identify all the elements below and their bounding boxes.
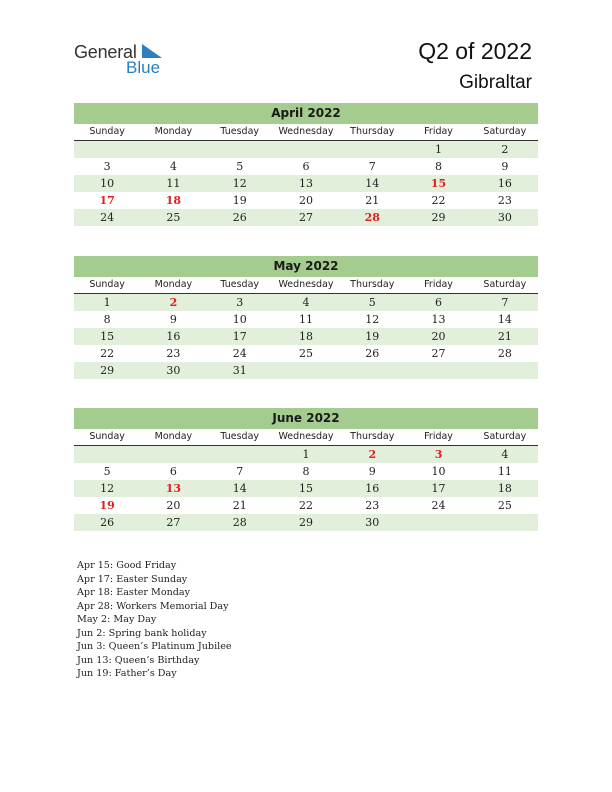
day-cell: 16 — [365, 482, 380, 495]
day-cell: 15 — [100, 330, 115, 343]
day-cell — [140, 446, 206, 463]
day-cell: 25 — [166, 211, 181, 224]
day-cell: 29 — [431, 211, 446, 224]
day-cell: 25 — [298, 347, 313, 360]
day-cell: 16 — [166, 330, 181, 343]
day-cell: 24 — [232, 347, 247, 360]
week-row — [74, 514, 538, 531]
day-cell: 20 — [166, 499, 181, 512]
holiday-day-cell: 18 — [165, 194, 182, 207]
day-cell: 7 — [501, 296, 509, 309]
weekday-label: Thursday — [350, 279, 395, 290]
month-calendar — [74, 103, 538, 226]
weekday-label: Sunday — [89, 279, 125, 290]
holiday-note: Jun 13: Queen’s Birthday — [77, 654, 200, 666]
day-cell: 4 — [169, 160, 177, 173]
holiday-day-cell: 3 — [434, 448, 443, 461]
weekday-label: Friday — [424, 279, 453, 290]
day-cell: 10 — [431, 465, 446, 478]
day-cell: 15 — [298, 482, 313, 495]
day-cell — [339, 362, 405, 379]
holiday-note: Apr 18: Easter Monday — [77, 587, 191, 598]
day-cell: 11 — [497, 465, 512, 478]
day-cell: 7 — [368, 160, 376, 173]
weekday-header-row — [74, 277, 538, 294]
day-cell: 14 — [497, 313, 512, 326]
day-cell: 31 — [232, 364, 247, 377]
day-cell — [207, 141, 273, 158]
day-cell: 17 — [431, 482, 446, 495]
day-cell: 5 — [103, 465, 111, 478]
day-cell: 17 — [232, 330, 247, 343]
holiday-note: May 2: May Day — [77, 614, 157, 625]
weekday-label: Monday — [154, 279, 193, 290]
week-row — [74, 345, 538, 362]
day-cell: 1 — [302, 448, 310, 461]
month-calendar — [74, 256, 538, 379]
day-cell: 18 — [298, 330, 313, 343]
weekday-label: Friday — [424, 126, 453, 137]
day-cell: 1 — [103, 296, 111, 309]
day-cell: 27 — [431, 347, 446, 360]
day-cell: 4 — [302, 296, 310, 309]
day-cell: 30 — [166, 364, 181, 377]
day-cell: 26 — [365, 347, 380, 360]
day-cell: 3 — [236, 296, 244, 309]
holiday-day-cell: 13 — [165, 482, 182, 495]
day-cell: 20 — [431, 330, 446, 343]
day-cell: 14 — [232, 482, 247, 495]
holiday-note: Jun 3: Queen’s Platinum Jubilee — [77, 641, 232, 652]
month-title: April 2022 — [74, 103, 538, 124]
weekday-label: Wednesday — [278, 126, 334, 137]
weekday-label: Tuesday — [220, 431, 260, 442]
day-cell: 21 — [497, 330, 512, 343]
month-title: May 2022 — [74, 256, 538, 277]
weekday-label: Wednesday — [278, 431, 334, 442]
weekday-label: Friday — [424, 431, 453, 442]
logo-triangle-icon — [142, 44, 162, 58]
day-cell: 19 — [232, 194, 247, 207]
day-cell: 25 — [497, 499, 512, 512]
weekday-header-row — [74, 124, 538, 141]
day-cell: 3 — [103, 160, 111, 173]
holiday-notes — [77, 559, 232, 681]
day-cell: 13 — [431, 313, 446, 326]
page-subtitle: Gibraltar — [459, 72, 532, 93]
day-cell: 4 — [501, 448, 509, 461]
day-cell: 24 — [100, 211, 115, 224]
day-cell: 26 — [100, 516, 115, 529]
weekday-label: Wednesday — [278, 279, 334, 290]
weekday-label: Sunday — [89, 126, 125, 137]
day-cell: 6 — [302, 160, 310, 173]
day-cell: 23 — [166, 347, 181, 360]
day-cell: 11 — [166, 177, 181, 190]
weekday-header-row — [74, 429, 538, 446]
week-row — [74, 311, 538, 328]
week-row — [74, 362, 538, 379]
day-cell: 1 — [435, 143, 443, 156]
day-cell: 14 — [365, 177, 380, 190]
week-row — [74, 463, 538, 480]
day-cell: 22 — [100, 347, 115, 360]
day-cell: 22 — [298, 499, 313, 512]
month-title: June 2022 — [74, 408, 538, 429]
day-cell — [74, 446, 140, 463]
day-cell: 27 — [166, 516, 181, 529]
day-cell: 9 — [501, 160, 509, 173]
day-cell — [339, 141, 405, 158]
holiday-note: Jun 19: Father’s Day — [77, 668, 177, 679]
month-calendar — [74, 408, 538, 531]
holiday-note: Apr 17: Easter Sunday — [77, 573, 188, 585]
day-cell — [74, 141, 140, 158]
day-cell: 2 — [501, 143, 509, 156]
week-row — [74, 141, 538, 158]
week-row — [74, 209, 538, 226]
day-cell — [405, 514, 471, 531]
logo-text-blue: Blue — [126, 58, 161, 77]
day-cell: 10 — [100, 177, 115, 190]
week-row — [74, 175, 538, 192]
day-cell: 12 — [232, 177, 247, 190]
day-cell: 29 — [100, 364, 115, 377]
day-cell — [472, 514, 538, 531]
day-cell: 28 — [497, 347, 512, 360]
week-row — [74, 192, 538, 209]
holiday-day-cell: 17 — [99, 194, 115, 207]
day-cell: 16 — [497, 177, 512, 190]
day-cell — [472, 362, 538, 379]
day-cell: 20 — [298, 194, 313, 207]
weekday-label: Monday — [154, 431, 193, 442]
day-cell: 5 — [236, 160, 244, 173]
week-row — [74, 446, 538, 463]
week-row — [74, 497, 538, 514]
weekday-label: Tuesday — [220, 126, 260, 137]
day-cell: 11 — [298, 313, 313, 326]
day-cell: 12 — [100, 482, 115, 495]
day-cell: 30 — [365, 516, 380, 529]
day-cell: 28 — [232, 516, 247, 529]
weekday-label: Monday — [154, 126, 193, 137]
weekday-label: Saturday — [483, 126, 527, 137]
day-cell: 6 — [169, 465, 177, 478]
day-cell: 27 — [298, 211, 313, 224]
day-cell: 6 — [435, 296, 443, 309]
day-cell: 12 — [365, 313, 380, 326]
weekday-label: Sunday — [89, 431, 125, 442]
day-cell — [273, 141, 339, 158]
day-cell: 21 — [232, 499, 247, 512]
day-cell: 29 — [298, 516, 313, 529]
day-cell: 24 — [431, 499, 446, 512]
logo-text-general: General — [74, 42, 137, 62]
holiday-note: Jun 2: Spring bank holiday — [77, 627, 207, 639]
holiday-day-cell: 2 — [169, 296, 178, 309]
day-cell: 19 — [365, 330, 380, 343]
holiday-day-cell: 28 — [364, 211, 380, 224]
weekday-label: Thursday — [350, 431, 395, 442]
holiday-note: Apr 15: Good Friday — [77, 560, 177, 571]
day-cell: 18 — [497, 482, 512, 495]
day-cell: 8 — [302, 465, 310, 478]
day-cell: 10 — [232, 313, 247, 326]
week-row — [74, 294, 538, 311]
holiday-day-cell: 15 — [430, 177, 447, 190]
day-cell: 23 — [365, 499, 380, 512]
page-title: Q2 of 2022 — [418, 38, 532, 64]
week-row — [74, 158, 538, 175]
weekday-label: Tuesday — [220, 279, 260, 290]
day-cell: 26 — [232, 211, 247, 224]
day-cell: 9 — [169, 313, 177, 326]
weekday-label: Saturday — [483, 431, 527, 442]
holiday-note: Apr 28: Workers Memorial Day — [77, 600, 229, 612]
day-cell: 21 — [365, 194, 380, 207]
day-cell: 8 — [103, 313, 111, 326]
week-row — [74, 480, 538, 497]
day-cell: 22 — [431, 194, 446, 207]
day-cell: 8 — [435, 160, 443, 173]
generalblue-logo — [74, 40, 184, 80]
holiday-day-cell: 19 — [99, 499, 115, 512]
weekday-label: Saturday — [483, 279, 527, 290]
day-cell — [405, 362, 471, 379]
day-cell: 30 — [497, 211, 512, 224]
day-cell: 9 — [368, 465, 376, 478]
weekday-label: Thursday — [350, 126, 395, 137]
day-cell — [140, 141, 206, 158]
day-cell: 5 — [368, 296, 376, 309]
day-cell — [273, 362, 339, 379]
week-row — [74, 328, 538, 345]
holiday-day-cell: 2 — [368, 448, 377, 461]
day-cell — [207, 446, 273, 463]
day-cell: 13 — [298, 177, 313, 190]
day-cell: 23 — [497, 194, 512, 207]
day-cell: 7 — [236, 465, 244, 478]
